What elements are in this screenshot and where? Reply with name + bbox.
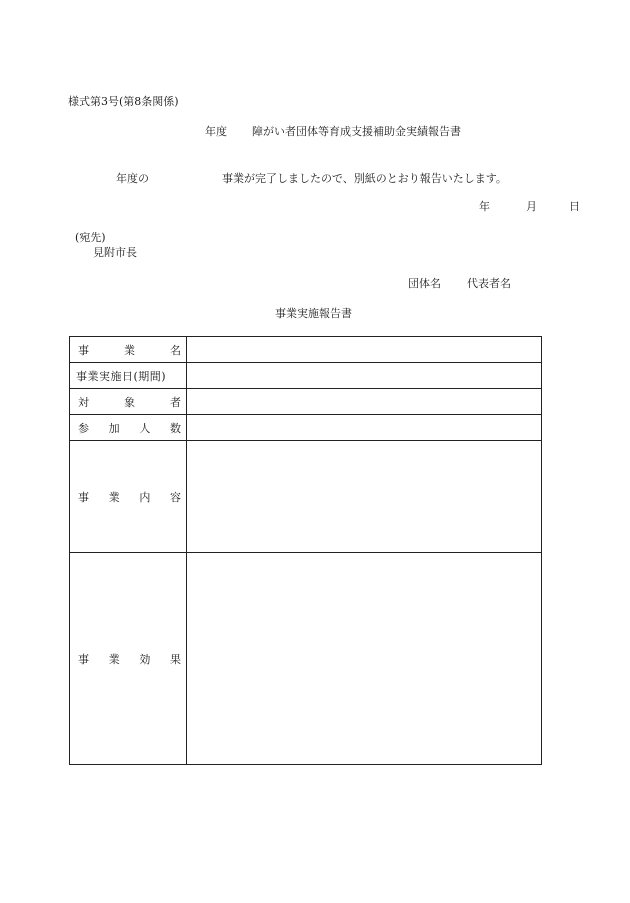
organization-name-label: 団体名 (408, 277, 441, 290)
representative-name-label: 代表者名 (467, 277, 511, 290)
row-target (70, 389, 542, 415)
label-text: 事業実施日(期間) (76, 369, 167, 383)
label-char: 容 (169, 490, 181, 504)
addressee-label: (宛先) (75, 231, 106, 244)
label-project-effect (70, 553, 187, 765)
label-char: 業 (124, 343, 135, 357)
label-char: 果 (169, 652, 181, 666)
label-char: 者 (170, 395, 181, 409)
form-number: 様式第3号(第8条関係) (68, 95, 179, 108)
document-title: 障がい者団体等育成支援補助金実績報告書 (252, 125, 461, 138)
label-char: 効 (139, 652, 151, 666)
date-month-label: 月 (526, 200, 537, 213)
input-project-effect[interactable] (187, 553, 542, 765)
row-project-content (70, 441, 542, 553)
label-char: 事 (78, 343, 89, 357)
label-char: 名 (170, 343, 181, 357)
row-participants (70, 415, 542, 441)
input-target[interactable] (187, 389, 542, 415)
date-year-label: 年 (479, 200, 490, 213)
row-project-name (70, 337, 542, 363)
label-char: 業 (108, 652, 120, 666)
label-participants (70, 415, 187, 441)
addressee-name: 見附市長 (93, 246, 137, 259)
label-char: 加 (108, 421, 120, 435)
label-char: 人 (139, 421, 151, 435)
label-char: 業 (108, 490, 120, 504)
date-day-label: 日 (569, 200, 580, 213)
label-project-name (70, 337, 187, 363)
report-subtitle: 事業実施報告書 (275, 307, 352, 320)
label-char: 参 (78, 421, 89, 435)
input-project-name[interactable] (187, 337, 542, 363)
label-char: 事 (78, 652, 89, 666)
label-implementation-date (70, 363, 187, 389)
body-year-text: 年度の (116, 172, 149, 185)
row-implementation-date (70, 363, 542, 389)
label-char: 内 (139, 490, 151, 504)
title-year: 年度 (205, 125, 227, 138)
label-char: 対 (78, 395, 89, 409)
label-target (70, 389, 187, 415)
input-project-content[interactable] (187, 441, 542, 553)
input-participants[interactable] (187, 415, 542, 441)
label-char: 象 (124, 395, 135, 409)
report-table (69, 336, 542, 765)
date-line (479, 200, 580, 214)
label-char: 数 (169, 421, 181, 435)
input-implementation-date[interactable] (187, 363, 542, 389)
label-char: 事 (78, 490, 89, 504)
body-completion-text: 事業が完了しましたので、別紙のとおり報告いたします。 (222, 172, 507, 185)
row-project-effect (70, 553, 542, 765)
label-project-content (70, 441, 187, 553)
